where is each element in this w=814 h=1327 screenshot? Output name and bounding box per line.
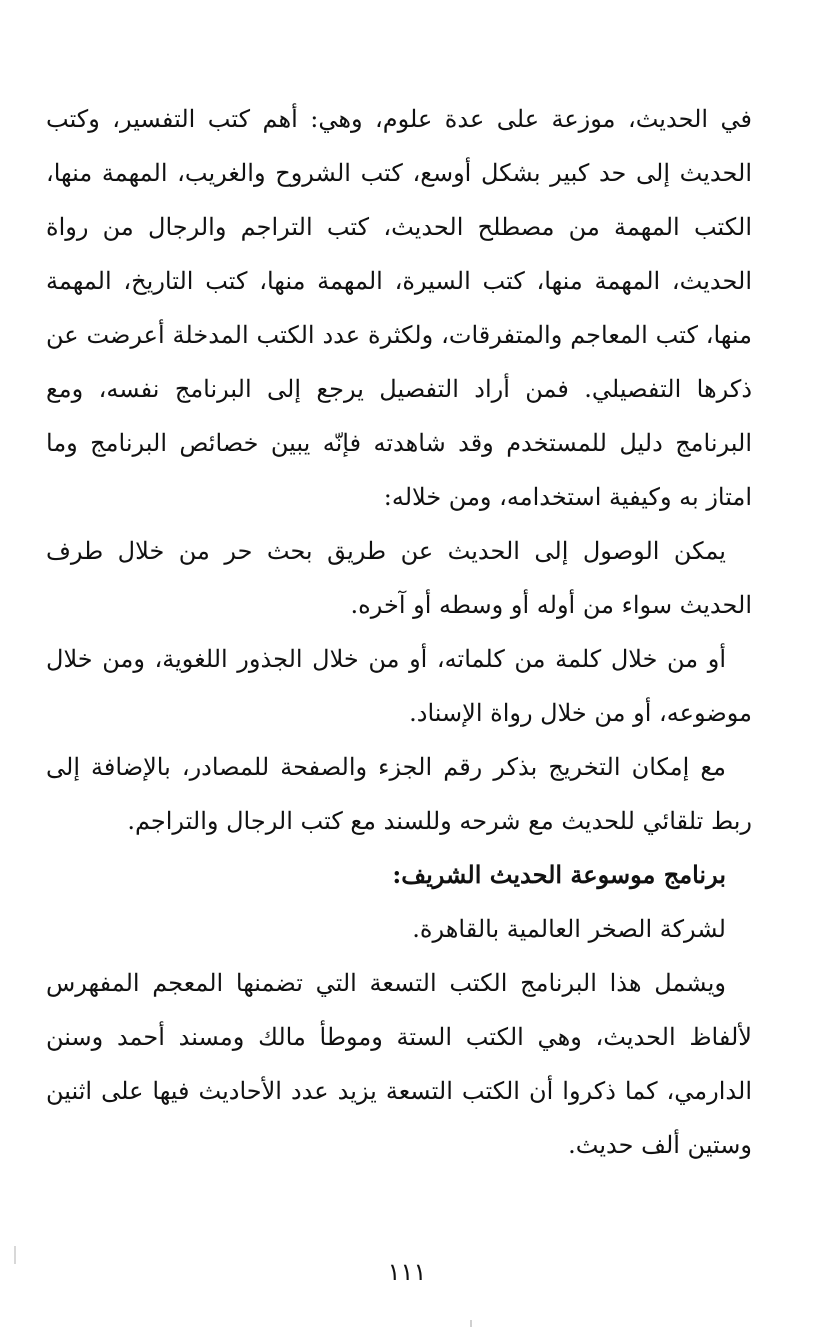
paragraph-contents: ويشمل هذا البرنامج الكتب التسعة التي تضمنها المعجم المفهرس لألفاظ الحديث، وهي الكتب الستة وموطأ مالك ومسند أحمد وسنن الدارمي، كما ذكروا أن الكتب التسعة يزيد عدد الأحاديث فيها على اثنين وستين ألف حديث.: [46, 969, 752, 1159]
paragraph-search-options: أو من خلال كلمة من كلماته، أو من خلال الجذور اللغوية، ومن خلال موضوعه، أو من خلال رواة الإسناد.: [46, 645, 752, 727]
paragraph-search-methods: يمكن الوصول إلى الحديث عن طريق بحث حر من خلال طرف الحديث سواء من أوله أو وسطه أو آخره.: [46, 537, 752, 619]
paragraph-continuation: في الحديث، موزعة على عدة علوم، وهي: أهم كتب التفسير، وكتب الحديث إلى حد كبير بشكل أوسع، كتب الشروح والغريب، المهمة منها، الكتب المهمة من مصطلح الحديث، كتب التراجم والرجال من رواة الحديث، المهمة منها، كتب السيرة، المهمة منها، كتب التاريخ، المهمة منها، كتب المعاجم والمتفرقات، ولكثرة عدد الكتب المدخلة أعرضت عن ذكرها التفصيلي. فمن أراد التفصيل يرجع إلى البرنامج نفسه، ومع البرنامج دليل للمستخدم وقد شاهدته فإنّه يبين خصائص البرنامج وما امتاز به وكيفية استخدامه، ومن خلاله:: [46, 105, 753, 511]
section-heading: برنامج موسوعة الحديث الشريف:: [392, 860, 726, 889]
scan-edge-mark-bottom: [470, 1320, 472, 1327]
scan-edge-mark: [14, 1246, 16, 1264]
paragraph-publisher: لشركة الصخر العالمية بالقاهرة.: [412, 915, 726, 943]
body-text: [46, 92, 752, 1172]
page-number: ١١١: [387, 1258, 427, 1286]
paragraph-takhrij: مع إمكان التخريج بذكر رقم الجزء والصفحة للمصادر، بالإضافة إلى ربط تلقائي للحديث مع شرحه وللسند مع كتب الرجال والتراجم.: [46, 753, 752, 835]
